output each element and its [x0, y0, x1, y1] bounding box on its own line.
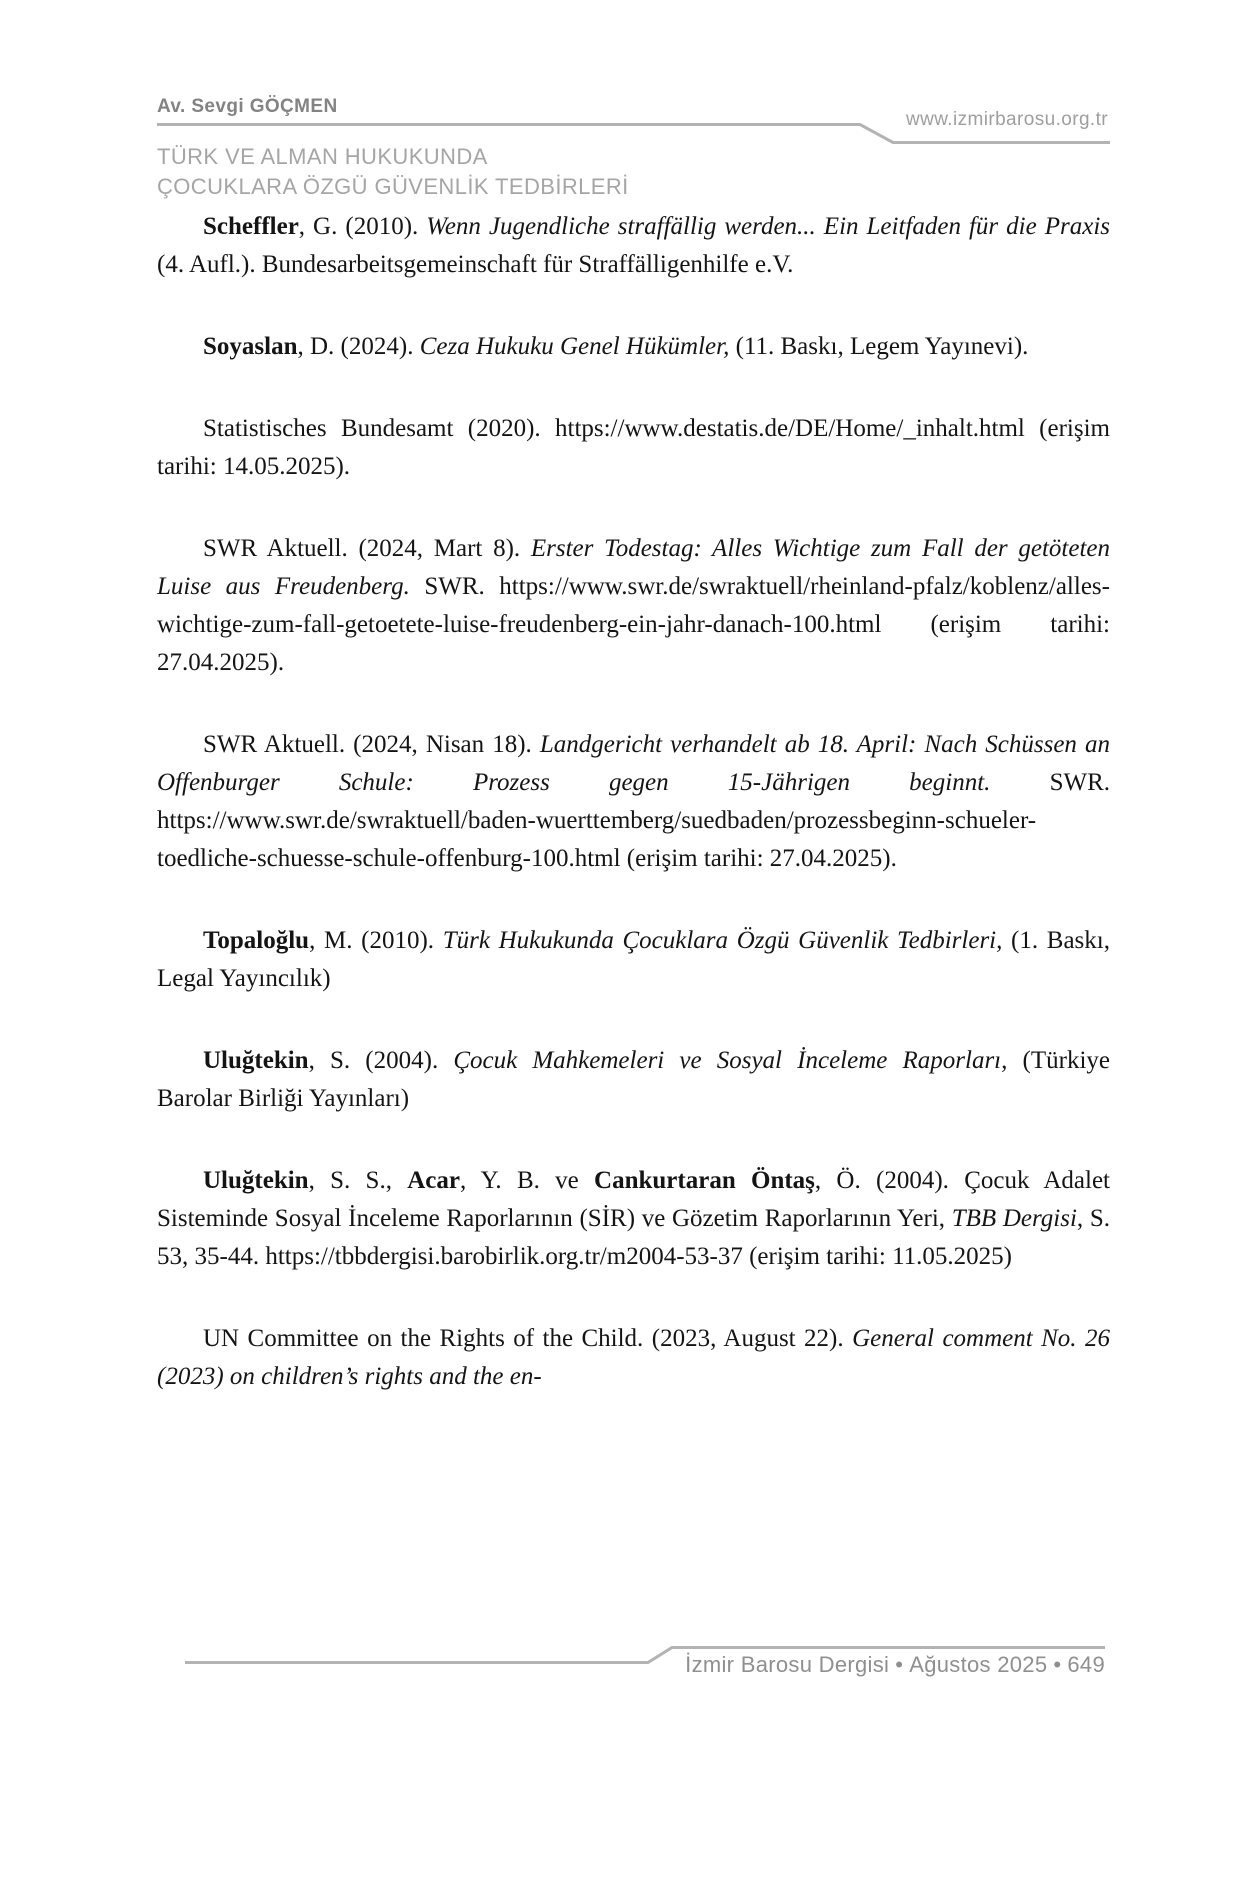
reference-segment: Wenn Jugendliche straffällig werden... Ein Leitfaden für die Praxis	[426, 213, 1110, 240]
reference-segment: , G. (2010).	[298, 213, 427, 240]
reference-entry	[157, 410, 1110, 486]
reference-segment: UN Committee on the Rights of the Child. (2023, August 22).	[203, 1325, 853, 1352]
reference-segment: (Türkiye Barolar Birliği Yayınları)	[157, 1047, 1111, 1112]
article-title	[157, 142, 629, 202]
article-title-line-1: TÜRK VE ALMAN HUKUKUNDA	[157, 144, 488, 169]
reference-segment: TBB Dergisi	[951, 1205, 1077, 1232]
reference-segment: , Y. B. ve	[459, 1167, 595, 1194]
reference-segment: , S. (2004).	[308, 1047, 454, 1074]
reference-segment: (4. Aufl.). Bundesarbeitsgemeinschaft für Straffälligenhilfe e.V.	[157, 251, 794, 278]
page-footer	[185, 1645, 1105, 1690]
reference-segment: Acar	[407, 1167, 460, 1194]
reference-segment: Cankurtaran Öntaş	[594, 1167, 815, 1194]
website-url: www.izmirbarosu.org.tr	[905, 109, 1108, 130]
reference-segment: Landgericht verhandelt ab 18. April: Nach Schüssen an Offenburger Schule: Prozess gegen 15-Jährigen beginnt.	[157, 731, 1110, 796]
page-header	[157, 96, 1110, 226]
reference-segment: , Ö. (2004). Çocuk Adalet Sisteminde Sosyal İnceleme Raporlarının (SİR) ve Gözetim Raporlarının Yeri,	[157, 1167, 1110, 1232]
reference-segment: SWR Aktuell. (2024, Mart 8).	[203, 535, 531, 562]
reference-segment: , D. (2024).	[297, 333, 420, 360]
reference-entry	[157, 1042, 1110, 1118]
reference-segment: Statistisches Bundesamt (2020). https://www.destatis.de/DE/Home/_inhalt.html (erişim tarihi: 14.05.2025).	[157, 415, 1110, 480]
reference-segment: (11. Baskı, Legem Yayınevi).	[729, 333, 1029, 360]
journal-name: İzmir Barosu Dergisi	[685, 1652, 890, 1677]
reference-segment: , M. (2010).	[309, 927, 443, 954]
reference-entry	[157, 530, 1110, 682]
bullet-separator: •	[895, 1652, 904, 1677]
bullet-separator: •	[1053, 1652, 1062, 1677]
reference-segment: , S. S.,	[308, 1167, 408, 1194]
author-name: Av. Sevgi GÖÇMEN	[157, 96, 338, 117]
reference-segment: Ceza Hukuku Genel Hükümler,	[419, 333, 730, 360]
reference-segment: Scheffler	[203, 213, 299, 240]
reference-segment: SWR. https://www.swr.de/swraktuell/baden-wuerttemberg/suedbaden/prozessbeginn-schueler-toedliche-schuesse-schule-offenburg-100.html (erişim tarihi: 27.04.2025).	[157, 769, 1110, 872]
reference-segment: Erster Todestag: Alles Wichtige zum Fall der getöteten Luise aus Freudenberg.	[157, 535, 1111, 600]
references-list	[157, 208, 1110, 1396]
reference-segment: Uluğtekin	[203, 1047, 309, 1074]
reference-segment: Topaloğlu	[203, 927, 310, 954]
page-number: 649	[1067, 1652, 1105, 1677]
issue-date: Ağustos 2025	[909, 1652, 1048, 1677]
reference-segment: Türk Hukukunda Çocuklara Özgü Güvenlik Tedbirleri,	[442, 927, 1003, 954]
reference-entry	[157, 726, 1110, 878]
reference-entry	[157, 1162, 1110, 1276]
reference-segment: SWR. https://www.swr.de/swraktuell/rheinland-pfalz/koblenz/alles-wichtige-zum-fall-getoetete-luise-freudenberg-ein-jahr-danach-100.html (erişim tarihi: 27.04.2025).	[157, 573, 1110, 676]
reference-entry	[157, 922, 1110, 998]
article-title-line-2: ÇOCUKLARA ÖZGÜ GÜVENLİK TEDBİRLERİ	[157, 174, 629, 199]
reference-segment: General comment No. 26 (2023) on children’s rights and the en-	[157, 1325, 1110, 1390]
reference-segment: SWR Aktuell. (2024, Nisan 18).	[203, 731, 540, 758]
footer-text	[685, 1652, 1105, 1678]
reference-segment: Soyaslan	[203, 333, 298, 360]
reference-segment: (1. Baskı, Legal Yayıncılık)	[157, 927, 1110, 992]
reference-entry	[157, 1320, 1110, 1396]
reference-segment: , S. 53, 35-44. https://tbbdergisi.barobirlik.org.tr/m2004-53-37 (erişim tarihi: 11.05.2025)	[157, 1205, 1110, 1270]
reference-segment: Uluğtekin	[203, 1167, 309, 1194]
reference-entry	[157, 208, 1110, 284]
reference-entry	[157, 328, 1110, 366]
reference-segment: Çocuk Mahkemeleri ve Sosyal İnceleme Raporları,	[453, 1047, 1008, 1074]
